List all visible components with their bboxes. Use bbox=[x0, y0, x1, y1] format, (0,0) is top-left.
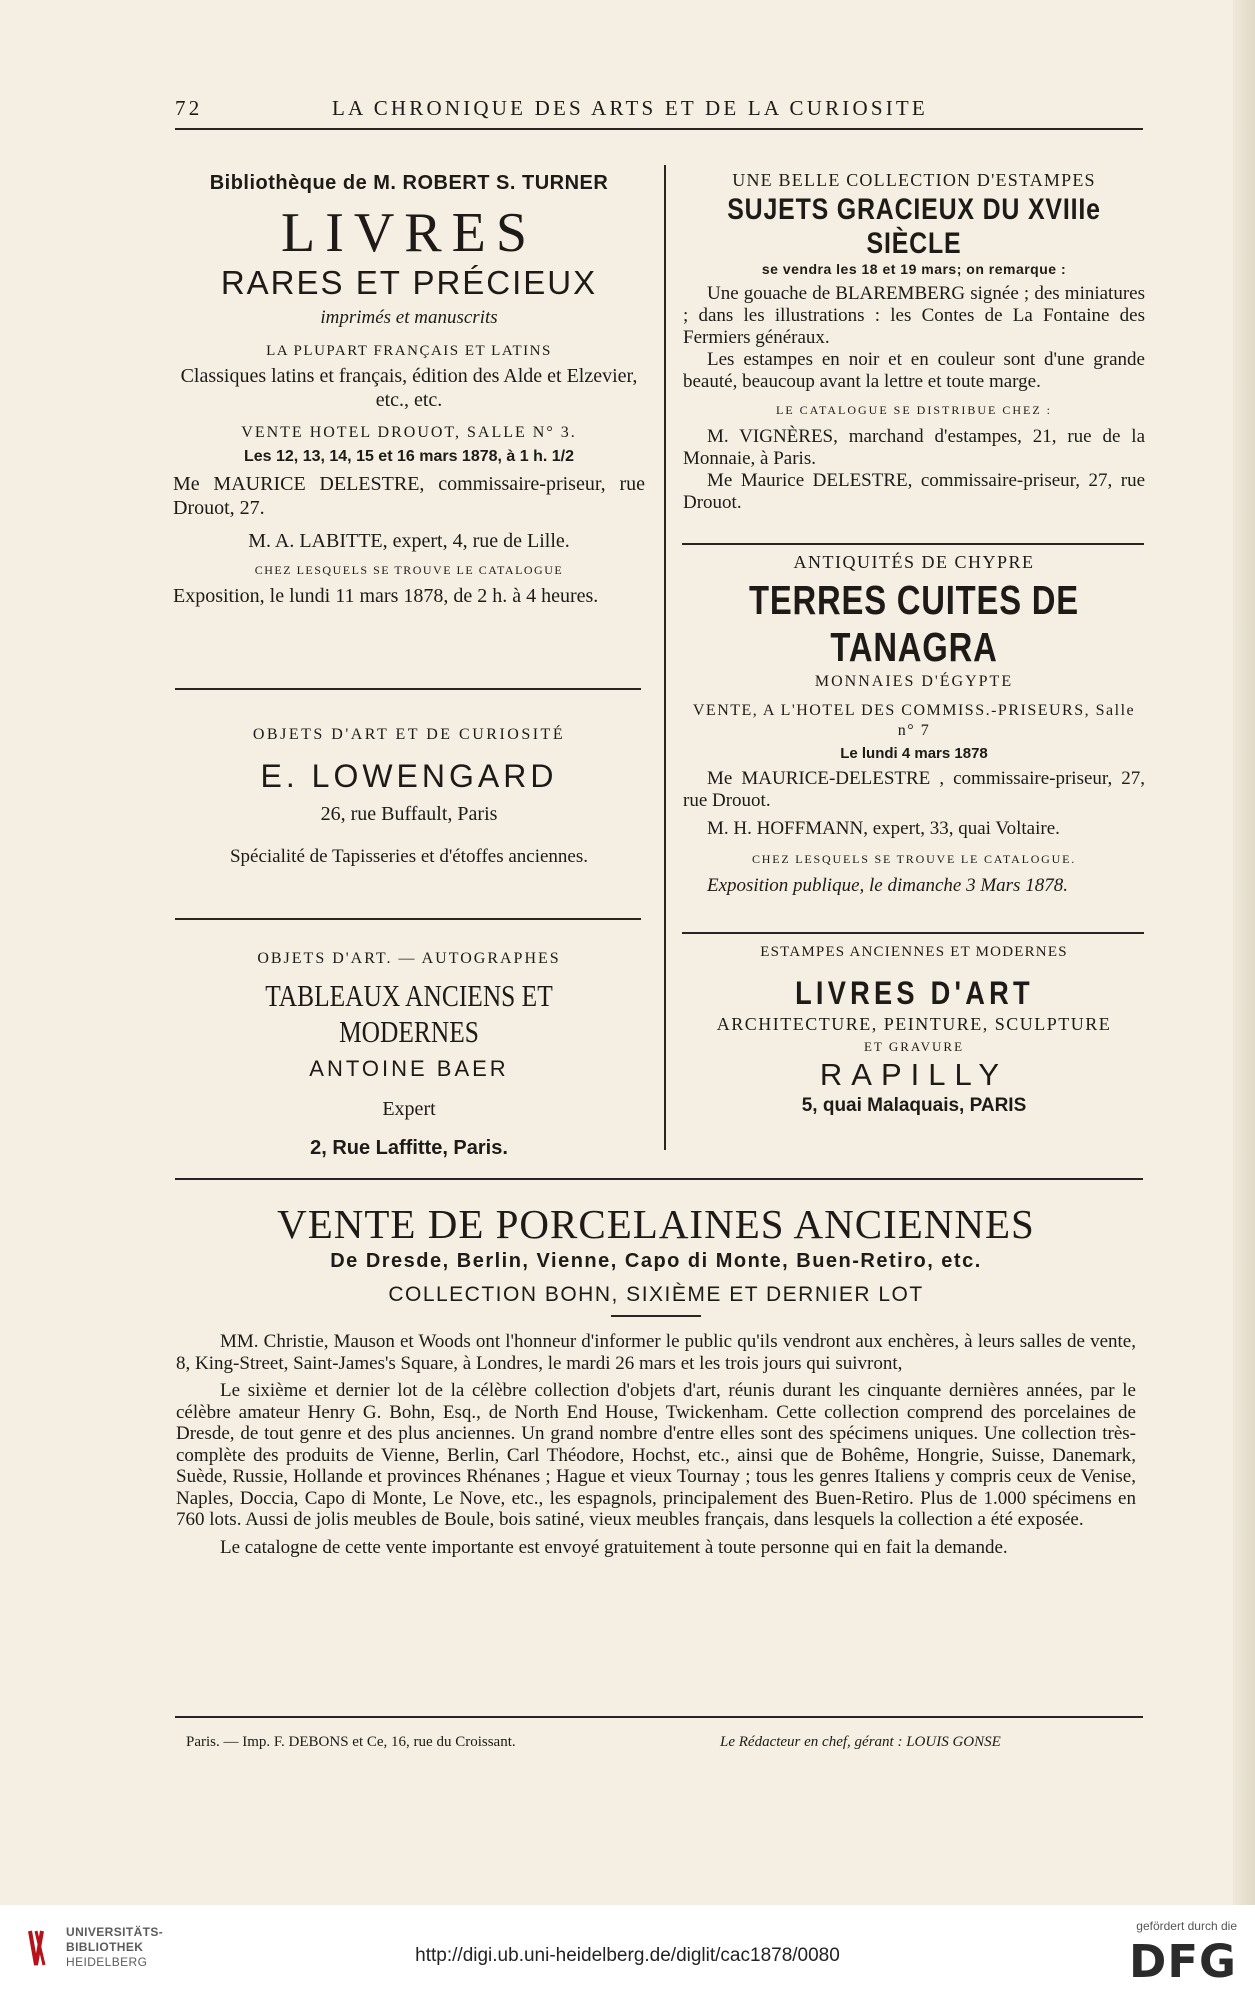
tanagra-antiquites: ANTIQUITÉS DE CHYPRE bbox=[793, 552, 1035, 572]
porcelaines-subtitle: De Dresde, Berlin, Vienne, Capo di Monte, Buen-Retiro, etc. bbox=[330, 1250, 982, 1272]
imprint-left: Paris. — Imp. F. DEBONS et Ce, 16, rue du Croissant. bbox=[186, 1734, 516, 1750]
porcelaines-p1: MM. Christie, Mauson et Woods ont l'honneur d'informer le public qu'ils vendront aux enchères, à leurs salles de vente, 8, King-Street, Saint-James's Square, à Londres, le mardi 26 mars et les trois jours qui suivront, bbox=[176, 1331, 1136, 1374]
estampes-vigneres: M. VIGNÈRES, marchand d'estampes, 21, rue de la Monnaie, à Paris. bbox=[683, 426, 1145, 469]
tanagra-hoffmann: M. H. HOFFMANN, expert, 33, quai Voltaire. bbox=[707, 818, 1060, 839]
tanagra-monnaies: MONNAIES D'ÉGYPTE bbox=[814, 673, 1014, 690]
tanagra-delestre: Me MAURICE-DELESTRE , commissaire-priseur, 27, rue Drouot. bbox=[683, 768, 1145, 811]
turner-chez: CHEZ LESQUELS SE TROUVE LE CATALOGUE bbox=[254, 563, 564, 577]
porcelaines-p3: Le catalogne de cette vente importante est envoyé gratuitement à toute personne qui en fait la demande. bbox=[220, 1536, 1008, 1558]
turner-vente: VENTE HOTEL DROUOT, SALLE N° 3. bbox=[241, 424, 577, 441]
porcelaines-p2: Le sixième et dernier lot de la célèbre collection d'objets d'art, réunis durant les cinquante dernières années, par le célèbre amateur Henry G. Bohn, Esq., de North End House, Twickenham. Cette collection comprend des porcelaines de Dresde, de tout genre et des plus anciennes. Un grand nombre d'entre elles sont des spécimens uniques. Une collection très-complète des produits de Vienne, Berlin, Carl Théodore, Hochst, etc., ainsi que de Bohême, Hongrie, Suisse, Danemark, Suède, Russie, Hollande et provinces Rhénanes ; Hague et vieux Tournay ; tous les genres Italiens y compris ceux de Venise, Naples, Doccia, Capo di Monte, Le Nove, etc., les espagnols, principalement des Buen-Retiro. Plus de 1.000 spécimens en 760 lots. Aussi de jolis meubles de Boule, bois satiné, vieux meubles français, dans lesquels la collection a été exposée. bbox=[176, 1380, 1136, 1530]
porcelaines-rule bbox=[611, 1315, 701, 1317]
estampes-p2: Les estampes en noir et en couleur sont d'une grande beauté, beaucoup avant la lettre et toute marge. bbox=[683, 349, 1145, 392]
baer-tableaux: TABLEAUX ANCIENS ET MODERNES bbox=[265, 978, 553, 1049]
rapilly-name: RAPILLY bbox=[819, 1057, 1009, 1092]
journal-title: LA CHRONIQUE DES ARTS ET DE LA CURIOSITE bbox=[332, 96, 928, 120]
lowengard-address: 26, rue Buffault, Paris bbox=[320, 803, 498, 825]
dfg-logo: DFG bbox=[1128, 1935, 1237, 1988]
turner-plupart: LA PLUPART FRANÇAIS ET LATINS bbox=[266, 343, 552, 359]
rule-right-1 bbox=[682, 543, 1144, 545]
supported-by: gefördert durch die bbox=[1136, 1919, 1237, 1933]
turner-labitte: M. A. LABITTE, expert, 4, rue de Lille. bbox=[248, 530, 570, 552]
rule-right-2 bbox=[682, 932, 1144, 934]
turner-classiques: Classiques latins et français, édition des Alde et Elzevier, etc., etc. bbox=[180, 365, 638, 411]
tanagra-vente: VENTE, A L'HOTEL DES COMMISS.-PRISEURS, Salle n° 7 bbox=[692, 702, 1136, 739]
turner-livres: LIVRES bbox=[281, 202, 537, 264]
column-divider bbox=[664, 165, 666, 1150]
turner-rares: RARES ET PRÉCIEUX bbox=[220, 264, 598, 301]
tanagra-exposition: Exposition publique, le dimanche 3 Mars 1878. bbox=[707, 875, 1068, 896]
turner-delestre: Me MAURICE DELESTRE, commissaire-priseur, rue Drouot, 27. bbox=[173, 473, 645, 519]
library-name: UNIVERSITÄTS- BIBLIOTHEK HEIDELBERG bbox=[66, 1925, 164, 1969]
ad-lowengard bbox=[173, 726, 645, 868]
turner-exposition: Exposition, le lundi 11 mars 1878, de 2 h. à 4 heures. bbox=[173, 585, 599, 607]
estampes-delestre: Me Maurice DELESTRE, commissaire-priseur, 27, rue Drouot. bbox=[683, 470, 1145, 513]
estampes-catalogue: LE CATALOGUE SE DISTRIBUE CHEZ : bbox=[775, 403, 1053, 417]
scan-edge bbox=[1233, 0, 1255, 1905]
porcelaines-title: VENTE DE PORCELAINES ANCIENNES bbox=[277, 1201, 1035, 1247]
baer-address: 2, Rue Laffitte, Paris. bbox=[310, 1137, 508, 1159]
estampes-p1: Une gouache de BLAREMBERG signée ; des miniatures ; dans les illustrations : les Contes de La Fontaine des Fermiers généraux. bbox=[683, 283, 1145, 348]
rule-left-1 bbox=[175, 688, 641, 690]
rapilly-architecture: ARCHITECTURE, PEINTURE, SCULPTURE bbox=[716, 1014, 1112, 1034]
lowengard-name: E. LOWENGARD bbox=[260, 758, 558, 794]
turner-line: Bibliothèque de M. ROBERT S. TURNER bbox=[209, 172, 609, 194]
lowengard-objets: OBJETS D'ART ET DE CURIOSITÉ bbox=[252, 726, 566, 743]
rapilly-estampes: ESTAMPES ANCIENNES ET MODERNES bbox=[760, 944, 1068, 960]
estampes-sujets: SUJETS GRACIEUX DU XVIIIe SIÈCLE bbox=[727, 193, 1101, 260]
ad-tanagra bbox=[683, 552, 1145, 897]
tanagra-date: Le lundi 4 mars 1878 bbox=[840, 745, 988, 762]
tanagra-terres: TERRES CUITES DE TANAGRA bbox=[749, 577, 1079, 670]
lowengard-specialite: Spécialité de Tapisseries et d'étoffes anciennes. bbox=[229, 846, 589, 867]
estampes-dates: se vendra les 18 et 19 mars; on remarque : bbox=[761, 261, 1067, 277]
turner-dates: Les 12, 13, 14, 15 et 16 mars 1878, à 1 h. 1/2 bbox=[243, 448, 574, 465]
ad-turner bbox=[173, 172, 645, 608]
rule-left-2 bbox=[175, 918, 641, 920]
turner-imprimes: imprimés et manuscrits bbox=[320, 307, 498, 328]
imprint-right: Le Rédacteur en chef, gérant : LOUIS GONSE bbox=[720, 1734, 1001, 1750]
imprint-rule bbox=[175, 1716, 1143, 1718]
baer-expert: Expert bbox=[382, 1098, 436, 1120]
ad-rapilly bbox=[683, 944, 1145, 1117]
estampes-line: UNE BELLE COLLECTION D'ESTAMPES bbox=[732, 170, 1096, 190]
header-rule bbox=[175, 128, 1143, 130]
baer-objets: OBJETS D'ART. — AUTOGRAPHES bbox=[257, 950, 561, 967]
rule-full bbox=[175, 1178, 1143, 1180]
digitization-footer bbox=[0, 1905, 1255, 1995]
ad-porcelaines bbox=[172, 1200, 1140, 1558]
ad-estampes bbox=[683, 170, 1145, 514]
ad-baer bbox=[173, 950, 645, 1160]
rapilly-address: 5, quai Malaquais, PARIS bbox=[801, 1095, 1027, 1116]
tanagra-chez: CHEZ LESQUELS SE TROUVE LE CATALOGUE. bbox=[751, 852, 1077, 866]
permalink[interactable]: http://digi.ub.uni-heidelberg.de/diglit/cac1878/0080 bbox=[415, 1945, 840, 1966]
rapilly-gravure: ET GRAVURE bbox=[863, 1039, 965, 1054]
porcelaines-collection: COLLECTION BOHN, SIXIÈME ET DERNIER LOT bbox=[388, 1283, 924, 1306]
page-number: 72 bbox=[175, 96, 203, 120]
rapilly-livres: LIVRES D'ART bbox=[794, 975, 1034, 1011]
baer-name: ANTOINE BAER bbox=[309, 1056, 509, 1081]
